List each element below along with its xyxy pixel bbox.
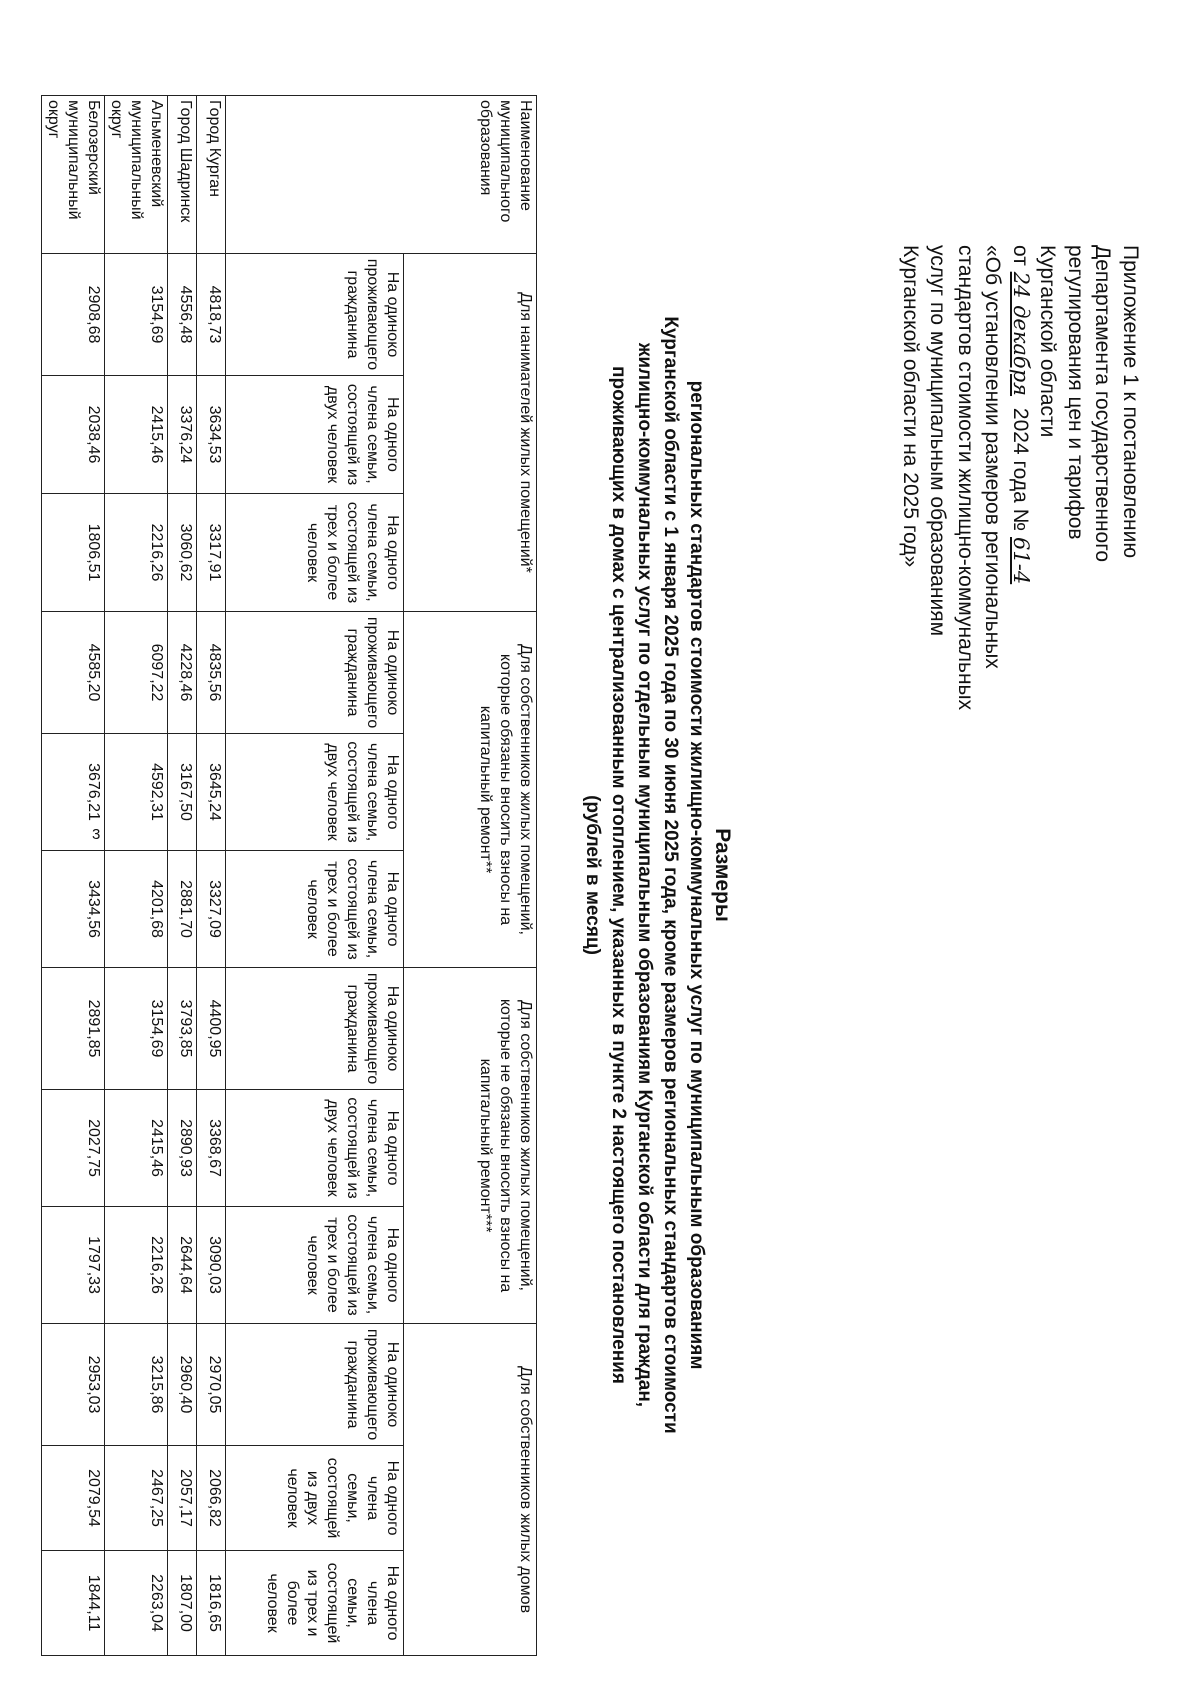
subheader-two-person: На одного члена семьи, состоящей из двух человек [226,1446,404,1551]
table-cell-value: 2415,46 [105,376,168,494]
group-header-tenants: Для нанимателей жилых помещений* [404,254,537,612]
title-heading: Размеры [711,828,734,922]
table-cell-value: 3060,62 [168,494,197,612]
subheader-three-plus: На одного члена семьи, состоящей из трех и более человек [226,851,404,968]
handwritten-date: 24 декабря [1009,271,1033,397]
appendix-title-line: услуг по муниципальным образованиям [926,245,950,637]
subheader-single: На одиноко проживающего гражданина [226,612,404,734]
standards-table-wrap [47,95,537,1655]
table-cell-value: 3327,09 [197,851,226,968]
subheader-single: На одиноко проживающего гражданина [226,1324,404,1446]
subheader-three-plus: На одного члена семьи, состоящей из трех и более человек [226,1207,404,1324]
appendix-line: Приложение 1 к постановлению [1119,245,1142,559]
rotated-content [45,95,1145,1655]
appendix-title-line: стандартов стоимости жилищно-коммунальных [954,245,977,711]
table-cell-value: 3154,69 [105,968,168,1090]
table-cell-value: 3634,53 [197,376,226,494]
table-cell-value: 2890,93 [168,1090,197,1207]
table-cell-value: 2908,68 [42,254,105,376]
subheader-three-plus: На одного члена семьи, состоящей из трех и более человек [226,494,404,612]
standards-table [41,95,537,1656]
table-cell-value: 3434,56 [42,851,105,968]
table-cell-value: 3317,91 [197,494,226,612]
table-cell-value: 1816,65 [197,1551,226,1656]
municipality-name: Город Шадринск [168,96,197,254]
table-cell-value: 1806,51 [42,494,105,612]
table-cell-value: 4228,46 [168,612,197,734]
table-cell-value: 4201,68 [105,851,168,968]
table-cell-value: 3090,03 [197,1207,226,1324]
table-cell-value: 2415,46 [105,1090,168,1207]
table-cell-value: 3167,50 [168,734,197,851]
table-cell-value: 2216,26 [105,494,168,612]
table-cell-value: 2079,54 [42,1446,105,1551]
table-row [42,96,105,1656]
group-header-owners-no-capital-repair: Для собственников жилых помещений, которые не обязаны вносить взносы на капитальный ремонт*** [404,968,537,1324]
document-title [579,95,735,1655]
appendix-block [897,245,1145,765]
table-cell-value: 4592,31 [105,734,168,851]
table-cell-value: 2891,85 [42,968,105,1090]
title-line: Курганской области с 1 января 2025 года по 30 июня 2025 года, кроме размеров региональных стандартов стоимости [660,316,681,1434]
subheader-two-person: На одного члена семьи, состоящей из двух человек [226,734,404,851]
table-cell-value: 2467,25 [105,1446,168,1551]
table-cell-value: 4835,56 [197,612,226,734]
table-row [105,96,168,1656]
appendix-line: Курганской области [1036,245,1060,438]
subheader-two-person: На одного члена семьи, состоящей из двух человек [226,1090,404,1207]
table-cell-value: 3368,67 [197,1090,226,1207]
group-header-house-owners: Для собственников жилых домов [404,1324,537,1656]
table-cell-value: 2953,03 [42,1324,105,1446]
table-cell-value: 2057,17 [168,1446,197,1551]
table-cell-value: 2970,05 [197,1324,226,1446]
table-cell-value: 2263,04 [105,1551,168,1656]
appendix-line: Департамента государственного [1091,245,1115,563]
table-cell-value: 1807,00 [168,1551,197,1656]
page-number: 3 [92,826,101,843]
table-cell-value: 1797,33 [42,1207,105,1324]
subheader-single: На одиноко проживающего гражданина [226,968,404,1090]
subheader-single: На одиноко проживающего гражданина [226,254,404,376]
table-row [197,96,226,1656]
column-header-name: Наименование муниципального образования [226,96,537,254]
table-cell-value: 3676,21 [42,734,105,851]
title-units: (рублей в месяц) [582,795,603,955]
table-cell-value: 3154,69 [105,254,168,376]
table-cell-value: 4818,73 [197,254,226,376]
appendix-date-line [1007,245,1035,765]
municipality-name: Альменевский муниципальный округ [105,96,168,254]
title-line: проживающих в домах с централизованным отоплением, указанных в пункте 2 настоящего постановления [608,366,629,1384]
group-header-owners-capital-repair: Для собственников жилых помещений, которые обязаны вносить взносы на капитальный ремонт** [404,612,537,968]
title-line: жилищно-коммунальных услуг по отдельным муниципальным образованиям Курганской области для граждан, [634,342,655,1408]
handwritten-number: 61-4 [1009,537,1033,585]
table-cell-value: 2881,70 [168,851,197,968]
subheader-two-person: На одного члена семьи, состоящей из двух человек [226,376,404,494]
table-cell-value: 2960,40 [168,1324,197,1446]
table-row [168,96,197,1656]
table-cell-value: 1844,11 [42,1551,105,1656]
appendix-title-line: «Об установлении размеров региональных [981,245,1005,669]
table-cell-value: 3645,24 [197,734,226,851]
table-cell-value: 4400,95 [197,968,226,1090]
table-cell-value: 3215,86 [105,1324,168,1446]
table-cell-value: 6097,22 [105,612,168,734]
table-cell-value: 2066,82 [197,1446,226,1551]
table-cell-value: 2216,26 [105,1207,168,1324]
table-cell-value: 4556,48 [168,254,197,376]
date-suffix: 2024 года № [1009,407,1032,532]
title-line: региональных стандартов стоимости жилищно-коммунальных услуг по муниципальным образованиям [686,380,707,1370]
municipality-name: Белозерский муниципальный округ [42,96,105,254]
table-cell-value: 3793,85 [168,968,197,1090]
appendix-title-line: Курганской области на 2025 год» [899,245,922,568]
subheader-three-plus: На одного члена семьи, состоящей из трех и более человек [226,1551,404,1656]
table-cell-value: 4585,20 [42,612,105,734]
table-cell-value: 2038,46 [42,376,105,494]
municipality-name: Город Курган [197,96,226,254]
appendix-line: регулирования цен и тарифов [1064,245,1087,540]
table-body [42,96,226,1656]
table-cell-value: 3376,24 [168,376,197,494]
table-cell-value: 2644,64 [168,1207,197,1324]
table-cell-value: 2027,75 [42,1090,105,1207]
date-prefix: от [1009,245,1032,266]
